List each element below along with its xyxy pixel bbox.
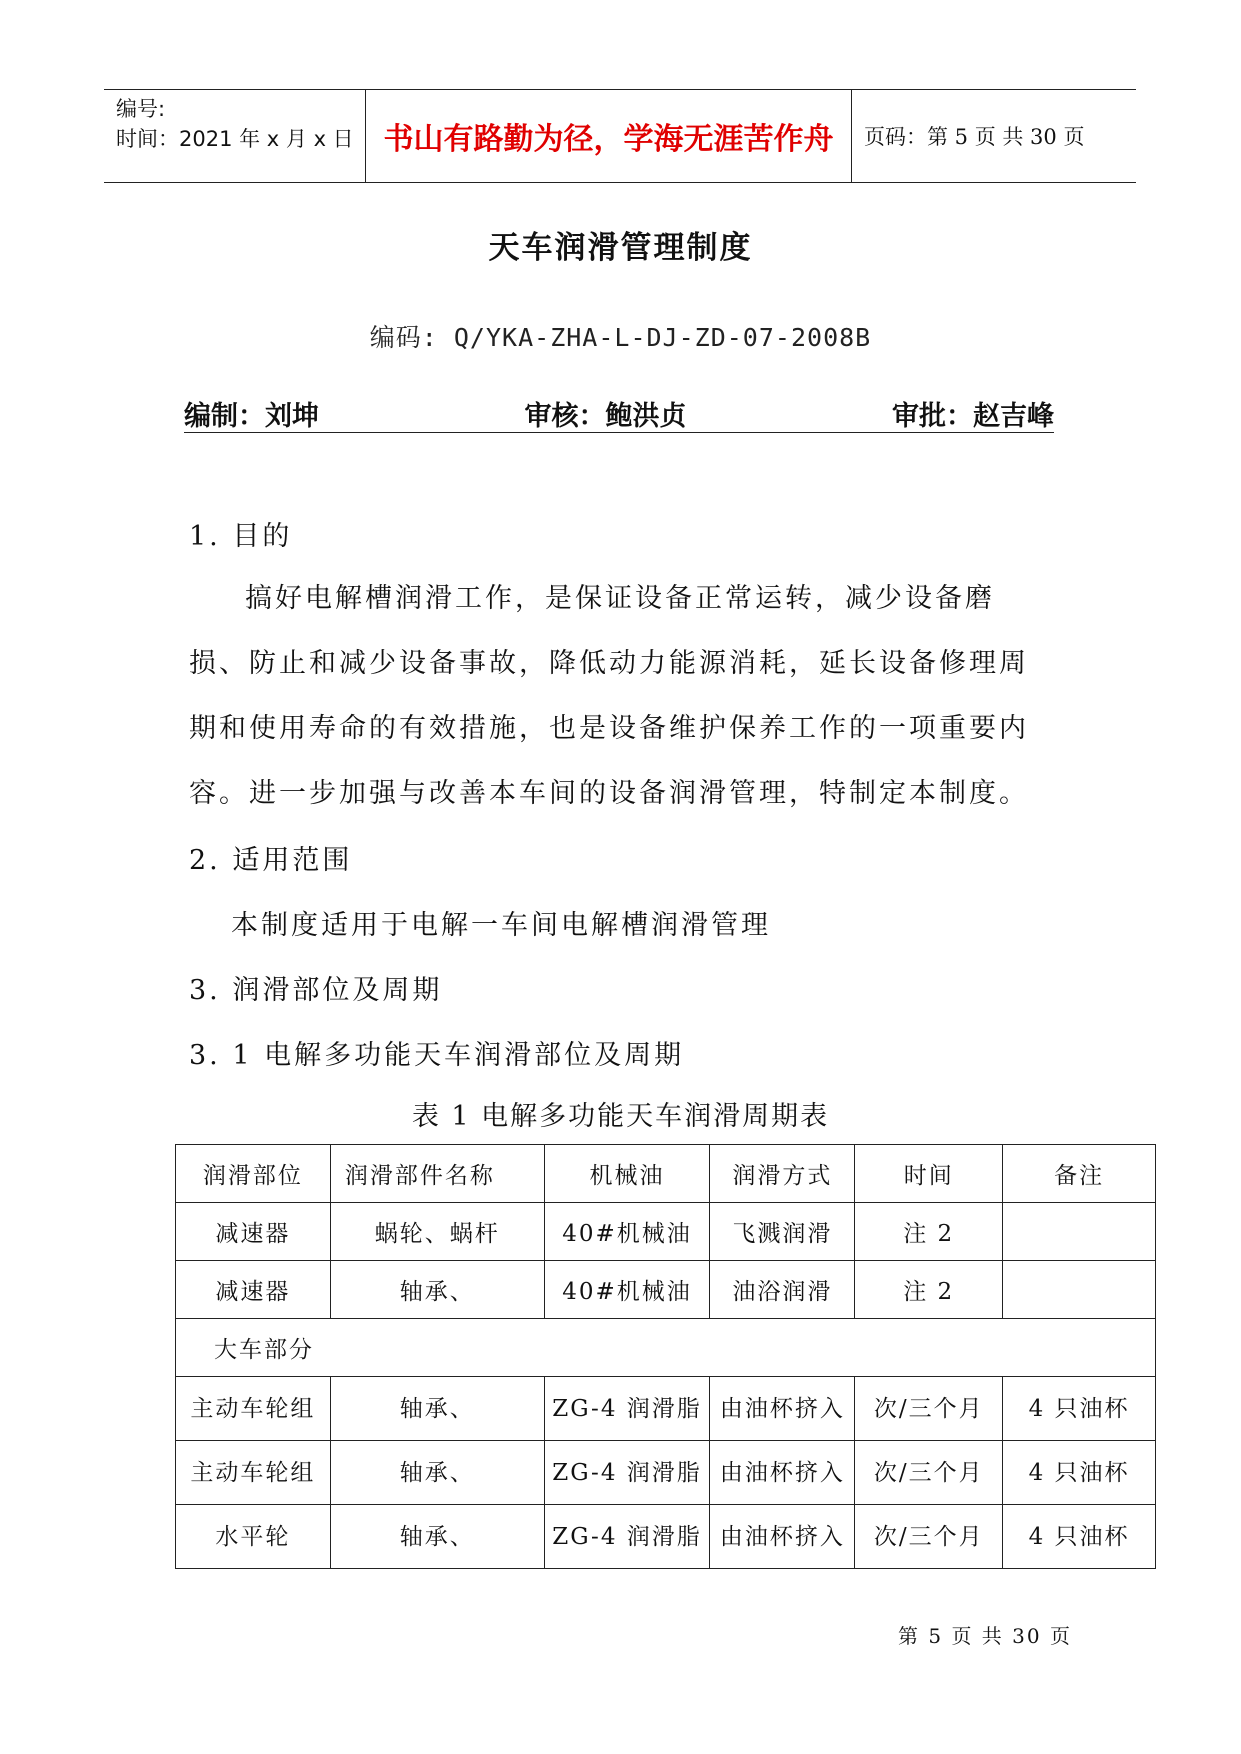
table-cell: 次/三个月 (855, 1505, 1003, 1569)
table-cell: ZG-4 润滑脂 (544, 1441, 710, 1505)
group-label: 大车部分 (176, 1319, 1156, 1377)
table-cell (1003, 1203, 1156, 1261)
table-cell: 注 2 (855, 1203, 1003, 1261)
table-row (176, 1505, 1156, 1569)
table-cell: 注 2 (855, 1261, 1003, 1319)
document-title: 天车润滑管理制度 (488, 230, 753, 266)
reviewer: 审核：鲍洪贞 (524, 401, 687, 432)
section-2-body: 本制度适用于电解一车间电解槽润滑管理 (231, 910, 771, 941)
table-cell: 次/三个月 (855, 1441, 1003, 1505)
section-1-heading: 1. 目的 (189, 521, 293, 552)
table-cell: 轴承、 (330, 1261, 544, 1319)
table-row (176, 1377, 1156, 1441)
table-cell: 减速器 (176, 1261, 331, 1319)
table-row (176, 1203, 1156, 1261)
section-1-body: 搞好电解槽润滑工作，是保证设备正常运转，减少设备磨损、防止和减少设备事故，降低动力能源消耗，延长设备修理周期和使用寿命的有效措施，也是设备维护保养工作的一项重要内容。进一步加强与改善本车间的设备润滑管理，特制定本制度。 (189, 583, 1029, 809)
table-cell: 轴承、 (330, 1377, 544, 1441)
table-cell: 主动车轮组 (176, 1441, 331, 1505)
table-header-row (176, 1145, 1156, 1203)
section-2-heading: 2. 适用范围 (189, 845, 353, 876)
table-cell: 轴承、 (330, 1505, 544, 1569)
header-left-cell (104, 90, 366, 182)
table-cell: 水平轮 (176, 1505, 331, 1569)
header-page-number: 页码：第 5 页 共 30 页 (864, 125, 1085, 149)
lubrication-table (175, 1144, 1156, 1569)
table-cell: 次/三个月 (855, 1377, 1003, 1441)
number-label: 编号: (116, 97, 166, 121)
compiler: 编制：刘坤 (184, 401, 319, 432)
section-3-heading: 3. 润滑部位及周期 (189, 975, 443, 1006)
table-cell: 4 只油杯 (1003, 1377, 1156, 1441)
table-cell: 4 只油杯 (1003, 1441, 1156, 1505)
header-motto: 书山有路勤为径，学海无涯苦作舟 (366, 90, 852, 182)
table-row (176, 1441, 1156, 1505)
table-cell: 40#机械油 (544, 1261, 710, 1319)
document-code: 编码: Q/YKA-ZHA-L-DJ-ZD-07-2008B (369, 323, 872, 352)
header-cell: 润滑方式 (710, 1145, 855, 1203)
approver: 审批：赵吉峰 (892, 401, 1054, 432)
table-caption: 表 1 电解多功能天车润滑周期表 (411, 1101, 830, 1132)
table-cell: 主动车轮组 (176, 1377, 331, 1441)
table-cell: ZG-4 润滑脂 (544, 1505, 710, 1569)
header-cell: 机械油 (544, 1145, 710, 1203)
table-cell: 油浴润滑 (710, 1261, 855, 1319)
header-cell: 润滑部件名称 (330, 1145, 544, 1203)
table-cell: 由油杯挤入 (710, 1505, 855, 1569)
header-cell: 备注 (1003, 1145, 1156, 1203)
time-label: 时间：2021 年 x 月 x 日 (116, 127, 354, 151)
table-cell: 减速器 (176, 1203, 331, 1261)
page-header (104, 89, 1136, 183)
table-cell: 40#机械油 (544, 1203, 710, 1261)
table-cell: 4 只油杯 (1003, 1505, 1156, 1569)
page-footer: 第 5 页 共 30 页 (898, 1624, 1072, 1648)
table-cell: 飞溅润滑 (710, 1203, 855, 1261)
table-group-row (176, 1319, 1156, 1377)
table-cell: 轴承、 (330, 1441, 544, 1505)
table-row (176, 1261, 1156, 1319)
header-cell: 时间 (855, 1145, 1003, 1203)
section-3-1-heading: 3. 1 电解多功能天车润滑部位及周期 (189, 1040, 685, 1071)
table-cell: ZG-4 润滑脂 (544, 1377, 710, 1441)
table-cell: 由油杯挤入 (710, 1441, 855, 1505)
header-cell: 润滑部位 (176, 1145, 331, 1203)
table-cell: 由油杯挤入 (710, 1377, 855, 1441)
signature-row (184, 394, 1054, 433)
table-cell: 蜗轮、蜗杆 (330, 1203, 544, 1261)
table-cell (1003, 1261, 1156, 1319)
